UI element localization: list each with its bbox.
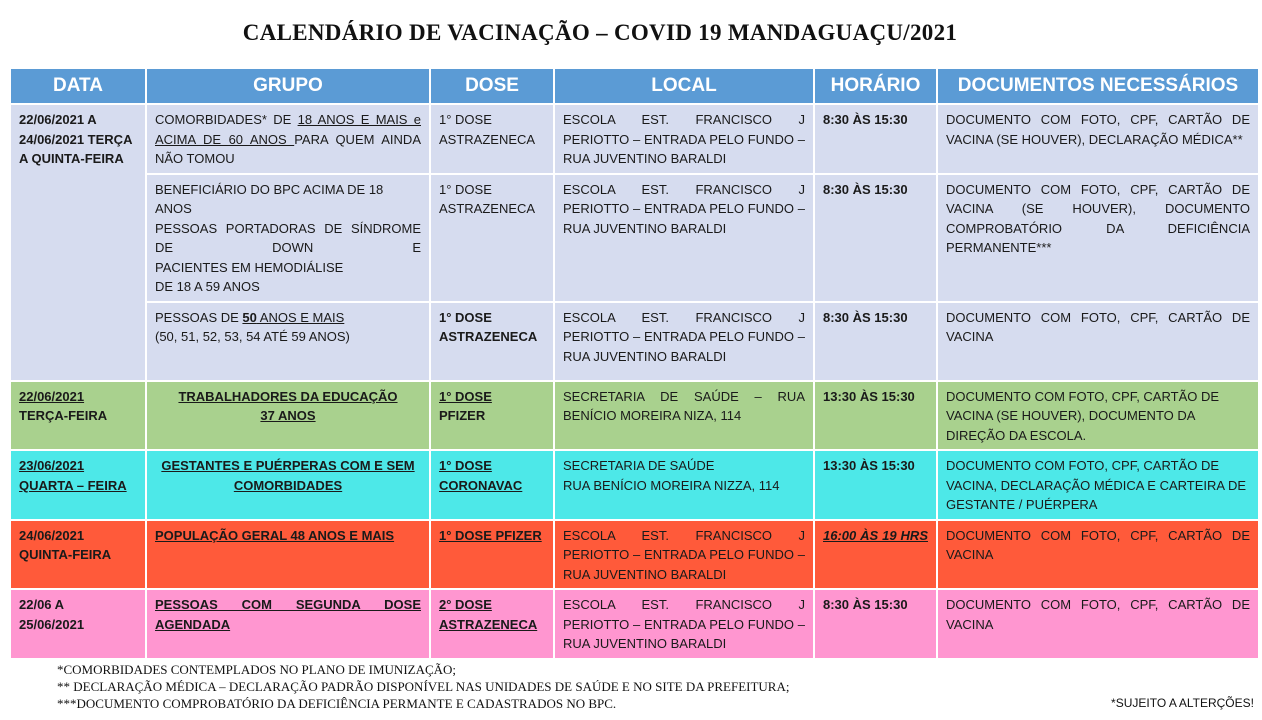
dose-line: 2° DOSE: [439, 597, 492, 612]
block1-row3-grupo: [146, 302, 430, 381]
block2-local: SECRETARIA DE SAÚDE – RUA BENÍCIO MOREIRA NIZA, 114: [554, 381, 814, 451]
grupo-text: COMORBIDADES* DE: [155, 112, 298, 127]
block4-grupo: POPULAÇÃO GERAL 48 ANOS E MAIS: [146, 520, 430, 590]
header-dose: DOSE: [430, 68, 554, 104]
date-line: 22/06 A: [19, 597, 65, 612]
date-line: TERÇA-FEIRA: [19, 408, 108, 423]
block2-date: [10, 381, 146, 451]
table-row: [10, 174, 1259, 302]
block1-row3-docs: DOCUMENTO COM FOTO, CPF, CARTÃO DE VACINA: [937, 302, 1259, 381]
block4-local: ESCOLA EST. FRANCISCO J PERIOTTO – ENTRADA PELO FUNDO – RUA JUVENTINO BARALDI: [554, 520, 814, 590]
block2-dose: [430, 381, 554, 451]
header-local: LOCAL: [554, 68, 814, 104]
table-row: [10, 302, 1259, 381]
grupo-text: PESSOAS DE: [155, 309, 243, 325]
block5-date: [10, 589, 146, 659]
block5-horario: 8:30 ÀS 15:30: [814, 589, 937, 659]
block4-date: [10, 520, 146, 590]
grupo-text-bold: 50: [242, 309, 257, 325]
date-line: QUARTA – FEIRA: [19, 477, 127, 493]
grupo-line: BENEFICIÁRIO DO BPC ACIMA DE 18 ANOS: [155, 181, 384, 216]
block1-row1-docs: DOCUMENTO COM FOTO, CPF, CARTÃO DE VACINA (SE HOUVER), DECLARAÇÃO MÉDICA**: [937, 104, 1259, 174]
grupo-text: PARA QUEM AINDA NÃO TOMOU: [155, 131, 421, 166]
dose-line: 1° DOSE: [439, 388, 492, 404]
grupo-text-underlined: 18 ANOS E MAIS e ACIMA DE 60 ANOS: [155, 112, 421, 147]
block1-row2-docs: DOCUMENTO COM FOTO, CPF, CARTÃO DE VACINA (SE HOUVER), DOCUMENTO COMPROBATÓRIO DA DEFICIÊNCIA PERMANENTE***: [937, 174, 1259, 302]
grupo-line: 37 ANOS: [260, 408, 316, 423]
block1-row3-local: ESCOLA EST. FRANCISCO J PERIOTTO – ENTRADA PELO FUNDO – RUA JUVENTINO BARALDI: [554, 302, 814, 381]
local-line: SECRETARIA DE SAÚDE: [563, 458, 715, 473]
grupo-line: DE 18 A 59 ANOS: [155, 279, 260, 294]
dose-line: 1° DOSE: [439, 458, 492, 473]
block1-row2-grupo: [146, 174, 430, 302]
vaccination-table: [9, 67, 1260, 660]
block2-docs: DOCUMENTO COM FOTO, CPF, CARTÃO DE VACINA (SE HOUVER), DOCUMENTO DA DIREÇÃO DA ESCOLA.: [937, 381, 1259, 451]
block3-dose: [430, 450, 554, 520]
date-line: 24/06/2021: [19, 527, 85, 543]
block1-row3-horario: 8:30 ÀS 15:30: [814, 302, 937, 381]
grupo-line: [155, 308, 421, 328]
block5-grupo: PESSOAS COM SEGUNDA DOSE AGENDADA: [146, 589, 430, 659]
grupo-line: (50, 51, 52, 53, 54 ATÉ 59 ANOS): [155, 329, 350, 344]
block1-row2-horario: 8:30 ÀS 15:30: [814, 174, 937, 302]
block1-row1-grupo: [146, 104, 430, 174]
block1-date: 22/06/2021 A 24/06/2021 TERÇA A QUINTA-FEIRA: [10, 104, 146, 381]
block1-row2-local: ESCOLA EST. FRANCISCO J PERIOTTO – ENTRADA PELO FUNDO – RUA JUVENTINO BARALDI: [554, 174, 814, 302]
footnotes: [57, 661, 789, 712]
block4-docs: DOCUMENTO COM FOTO, CPF, CARTÃO DE VACINA: [937, 520, 1259, 590]
block1-row3-dose: 1° DOSE ASTRAZENECA: [430, 302, 554, 381]
dose-line: CORONAVAC: [439, 477, 523, 493]
dose-line: PFIZER: [439, 408, 486, 423]
header-data: DATA: [10, 68, 146, 104]
block3-docs: DOCUMENTO COM FOTO, CPF, CARTÃO DE VACINA, DECLARAÇÃO MÉDICA E CARTEIRA DE GESTANTE / PUÉRPERA: [937, 450, 1259, 520]
block3-date: [10, 450, 146, 520]
grupo-line: TRABALHADORES DA EDUCAÇÃO: [178, 388, 398, 404]
date-line: 22/06/2021: [19, 388, 85, 404]
block1-row1-dose: 1° DOSE ASTRAZENECA: [430, 104, 554, 174]
block5-local: ESCOLA EST. FRANCISCO J PERIOTTO – ENTRADA PELO FUNDO – RUA JUVENTINO BARALDI: [554, 589, 814, 659]
block3-horario: 13:30 ÀS 15:30: [814, 450, 937, 520]
dose-line: ASTRAZENECA: [439, 616, 538, 632]
grupo-line: PESSOAS PORTADORAS DE SÍNDROME DE DOWN E: [155, 220, 421, 255]
date-line: 25/06/2021: [19, 616, 85, 632]
footnote: *COMORBIDADES CONTEMPLADOS NO PLANO DE IMUNIZAÇÃO;: [57, 662, 457, 677]
block1-row1-local: ESCOLA EST. FRANCISCO J PERIOTTO – ENTRADA PELO FUNDO – RUA JUVENTINO BARALDI: [554, 104, 814, 174]
table-row: [10, 381, 1259, 451]
block4-dose: 1° DOSE PFIZER: [430, 520, 554, 590]
block5-docs: DOCUMENTO COM FOTO, CPF, CARTÃO DE VACINA: [937, 589, 1259, 659]
block1-row1-horario: 8:30 ÀS 15:30: [814, 104, 937, 174]
local-line: RUA BENÍCIO MOREIRA NIZZA, 114: [563, 477, 780, 493]
block3-local: [554, 450, 814, 520]
block2-horario: 13:30 ÀS 15:30: [814, 381, 937, 451]
header-documentos: DOCUMENTOS NECESSÁRIOS: [937, 68, 1259, 104]
block2-grupo: [146, 381, 430, 451]
grupo-text-underlined: ANOS E MAIS: [256, 309, 345, 325]
block5-dose: [430, 589, 554, 659]
date-line: 23/06/2021: [19, 458, 85, 473]
footnote: ** DECLARAÇÃO MÉDICA – DECLARAÇÃO PADRÃO DISPONÍVEL NAS UNIDADES DE SAÚDE E NO SITE DA PREFEITURA;: [57, 679, 790, 694]
table-header-row: [10, 68, 1259, 104]
block4-horario: 16:00 ÀS 19 HRS: [814, 520, 937, 590]
header-horario: HORÁRIO: [814, 68, 937, 104]
table-row: [10, 520, 1259, 590]
grupo-line: PACIENTES EM HEMODIÁLISE: [155, 259, 344, 275]
header-grupo: GRUPO: [146, 68, 430, 104]
block3-grupo: GESTANTES E PUÉRPERAS COM E SEM COMORBIDADES: [146, 450, 430, 520]
page-title: CALENDÁRIO DE VACINAÇÃO – COVID 19 MANDAGUAÇU/2021: [242, 20, 958, 45]
block1-row2-dose: 1° DOSE ASTRAZENECA: [430, 174, 554, 302]
subject-to-change-note: *SUJEITO A ALTERÇÕES!: [1111, 696, 1254, 710]
table-row: [10, 104, 1259, 174]
date-line: QUINTA-FEIRA: [19, 547, 112, 562]
table-row: [10, 589, 1259, 659]
table-row: [10, 450, 1259, 520]
footnote: ***DOCUMENTO COMPROBATÓRIO DA DEFICIÊNCIA PERMANTE E CADASTRADOS NO BPC.: [57, 696, 617, 711]
